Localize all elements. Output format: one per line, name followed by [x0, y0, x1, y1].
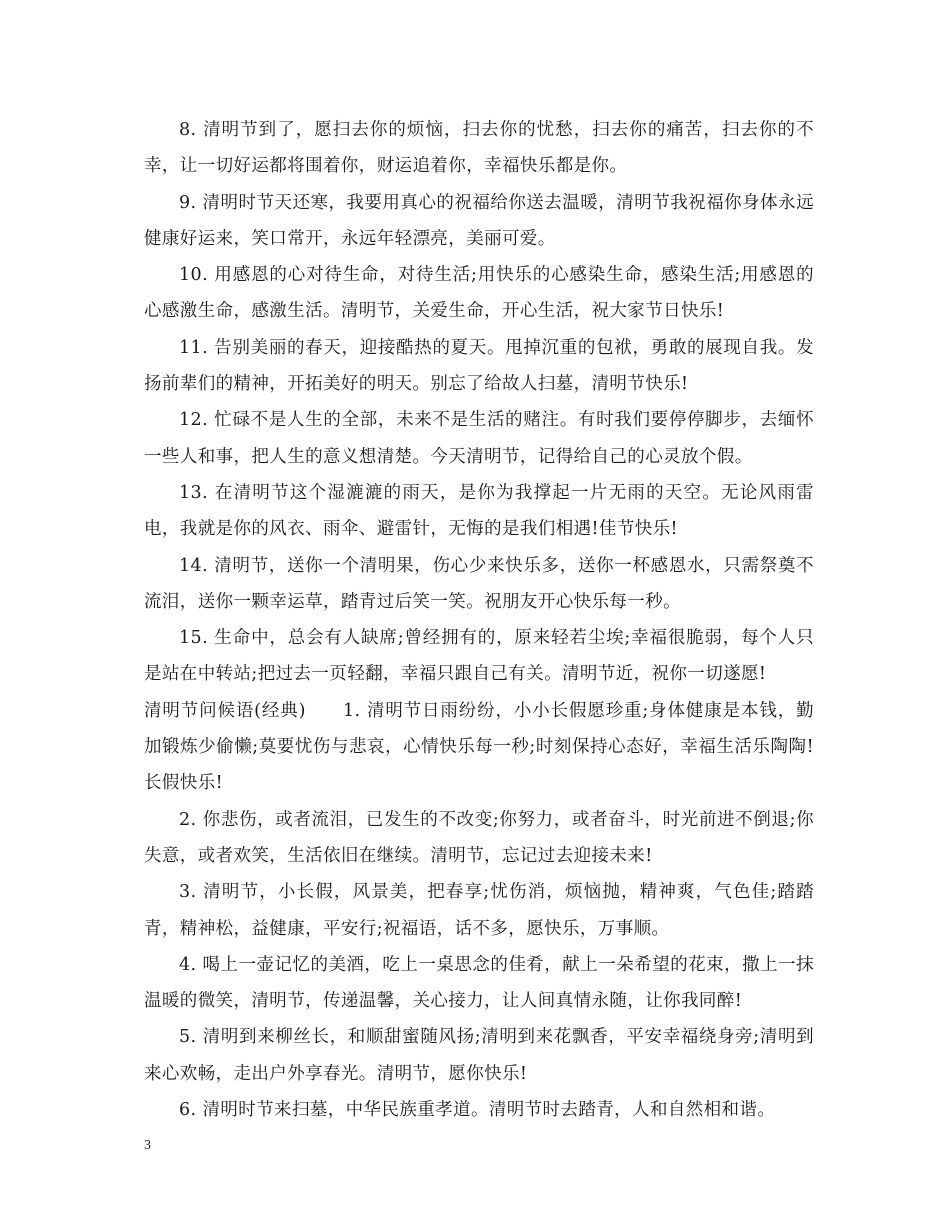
page-number: 3	[144, 1138, 151, 1153]
paragraph-5: 5. 清明到来柳丝长，和顺甜蜜随风扬;清明到来花飘香，平安幸福绕身旁;清明到来心欢畅，走出户外享春光。清明节，愿你快乐!	[144, 1027, 814, 1084]
paragraph-4: 4. 喝上一壶记忆的美酒，吃上一桌思念的佳肴，献上一朵希望的花束，撒上一抹温暖的微笑，清明节，传递温馨，关心接力，让人间真情永随，让你我同醉!	[144, 954, 814, 1012]
paragraph-9: 9. 清明时节天还寒，我要用真心的祝福给你送去温暖，清明节我祝福你身体永远健康好运来，笑口常开，永远年轻漂亮，美丽可爱。	[144, 192, 814, 249]
paragraph-13: 13. 在清明节这个湿漉漉的雨天，是你为我撑起一片无雨的天空。无论风雨雷电，我就是你的风衣、雨伞、避雷针，无悔的是我们相遇!佳节快乐!	[144, 482, 814, 540]
paragraph-10: 10. 用感恩的心对待生命，对待生活;用快乐的心感染生命，感染生活;用感恩的心感激生命，感激生活。清明节，关爱生命，开心生活，祝大家节日快乐!	[144, 265, 814, 322]
paragraph-14: 14. 清明节，送你一个清明果，伤心少来快乐多，送你一杯感恩水，只需祭奠不流泪，送你一颗幸运草，踏青过后笑一笑。祝朋友开心快乐每一秒。	[144, 555, 814, 612]
paragraph-6: 6. 清明时节来扫墓，中华民族重孝道。清明节时去踏青，人和自然相和谐。	[179, 1100, 776, 1121]
paragraph-15: 15. 生命中，总会有人缺席;曾经拥有的，原来轻若尘埃;幸福很脆弱，每个人只是站在中转站;把过去一页轻翻，幸福只跟自己有关。清明节近，祝你一切遂愿!	[144, 628, 814, 685]
paragraph-12: 12. 忙碌不是人生的全部，未来不是生活的赌注。有时我们要停停脚步，去缅怀一些人和事，把人生的意义想清楚。今天清明节，记得给自己的心灵放个假。	[144, 410, 814, 467]
paragraph-8: 8. 清明节到了，愿扫去你的烦恼，扫去你的忧愁，扫去你的痛苦，扫去你的不幸，让一切好运都将围着你，财运追着你，幸福快乐都是你。	[144, 120, 814, 177]
paragraph-2: 2. 你悲伤，或者流泪，已发生的不改变;你努力，或者奋斗，时光前进不倒退;你失意，或者欢笑，生活依旧在继续。清明节，忘记过去迎接未来!	[144, 809, 814, 866]
paragraph-3: 3. 清明节，小长假，风景美，把春享;忧伤消，烦恼抛，精神爽，气色佳;踏踏青，精神松，益健康，平安行;祝福语，话不多，愿快乐，万事顺。	[144, 882, 814, 939]
paragraph-11: 11. 告别美丽的春天，迎接酷热的夏天。甩掉沉重的包袱，勇敢的展现自我。发扬前辈们的精神，开拓美好的明天。别忘了给故人扫墓，清明节快乐!	[144, 337, 814, 395]
section-heading-paragraph: 清明节问候语(经典) 1. 清明节日雨纷纷，小小长假愿珍重;身体健康是本钱，勤加锻炼少偷懒;莫要忧伤与悲哀，心情快乐每一秒;时刻保持心态好，幸福生活乐陶陶!长假快乐!	[144, 700, 814, 794]
document-body	[144, 112, 814, 1128]
